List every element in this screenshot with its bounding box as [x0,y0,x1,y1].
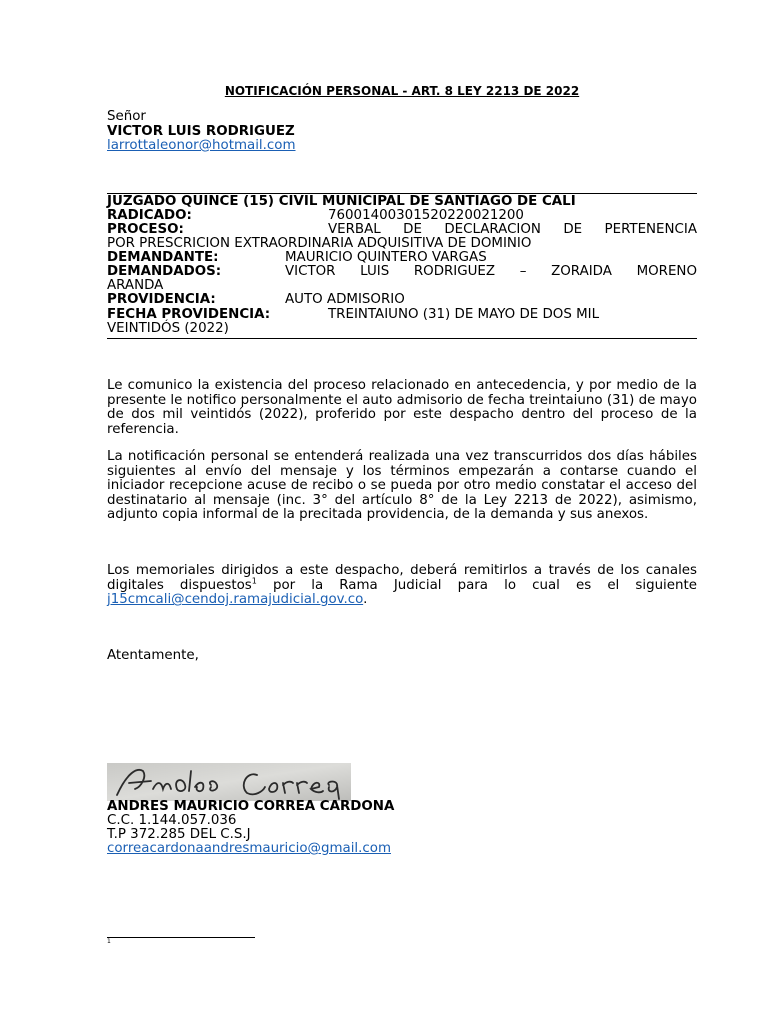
demandante-label: DEMANDANTE: [107,250,219,265]
signer-cc: C.C. 1.144.057.036 [107,813,237,828]
demandados-value-line2: ARANDA [107,278,164,293]
document-title: NOTIFICACIÓN PERSONAL - ART. 8 LEY 2213 DE 2022 [224,84,580,98]
court-email-link[interactable]: j15cmcali@cendoj.ramajudicial.gov.co [107,592,364,608]
proceso-value-line1: VERBAL DE DECLARACION DE PERTENENCIA [328,222,697,237]
demandados-label: DEMANDADOS: [107,264,222,279]
body-paragraph-1: Le comunico la existencia del proceso relacionado en antecedencia, y por medio de la presente le notifico personalmente el auto admisorio de fecha treintaiuno (31) de mayo de dos mil veintidós (2022), proferido por este despacho dentro del proceso de la referencia. [107,378,697,437]
radicado-label: RADICADO: [107,208,192,223]
demandante-value: MAURICIO QUINTERO VARGAS [285,250,487,265]
closing: Atentamente, [107,648,199,663]
recipient-name: VICTOR LUIS RODRIGUEZ [107,124,295,139]
p3-text-middle: por la Rama Judicial para lo cual es el siguiente [256,577,697,593]
fecha-providencia-line1: TREINTAIUNO (31) DE MAYO DE DOS MIL [328,307,600,322]
body-paragraph-2: La notificación personal se entenderá realizada una vez transcurridos dos días hábiles siguientes al envío del mensaje y los términos empezarán a contarse cuando el iniciador recepcione acuse de recibo o se pueda por otro medio constatar el acceso del destinatario al mensaje (inc. 3° del artículo 8° de la Ley 2213 de 2022), asimismo, adjunto copia informal de la precitada providencia, de la demanda y sus anexos. [107,449,697,523]
providencia-value: AUTO ADMISORIO [285,292,405,307]
footnote-separator [107,937,255,938]
signer-name: ANDRES MAURICIO CORREA CARDONA [107,799,395,814]
recipient-email-link[interactable]: larrottaleonor@hotmail.com [107,138,296,153]
proceso-label: PROCESO: [107,222,184,237]
signer-tp: T.P 372.285 DEL C.S.J [107,827,251,842]
proceso-value-line2: POR PRESCRICION EXTRAORDINARIA ADQUISITIVA DE DOMINIO [107,236,532,251]
salutation: Señor [107,109,146,124]
radicado-value: 76001400301520220021200 [328,208,524,223]
header-bottom-rule [107,338,697,339]
signer-email-link[interactable]: correacardonaandresmauricio@gmail.com [107,841,391,856]
fecha-providencia-line2: VEINTIDÓS (2022) [107,321,229,336]
demandados-value-line1: VICTOR LUIS RODRIGUEZ – ZORAIDA MORENO [285,264,697,279]
body-paragraph-3 [107,564,697,608]
footnote-mark: 1 [107,938,111,945]
providencia-label: PROVIDENCIA: [107,292,216,307]
handwritten-signature [107,763,351,801]
fecha-providencia-label: FECHA PROVIDENCIA: [107,307,271,322]
p3-text-start: Los memoriales dirigidos a este despacho, deberá remitirlos a través de los canales digitales dispuestos [107,563,697,593]
footnote-ref: 1 [251,576,257,586]
court-name: JUZGADO QUINCE (15) CIVIL MUNICIPAL DE SANTIAGO DE CALI [107,194,576,209]
p3-text-end: . [363,592,368,608]
